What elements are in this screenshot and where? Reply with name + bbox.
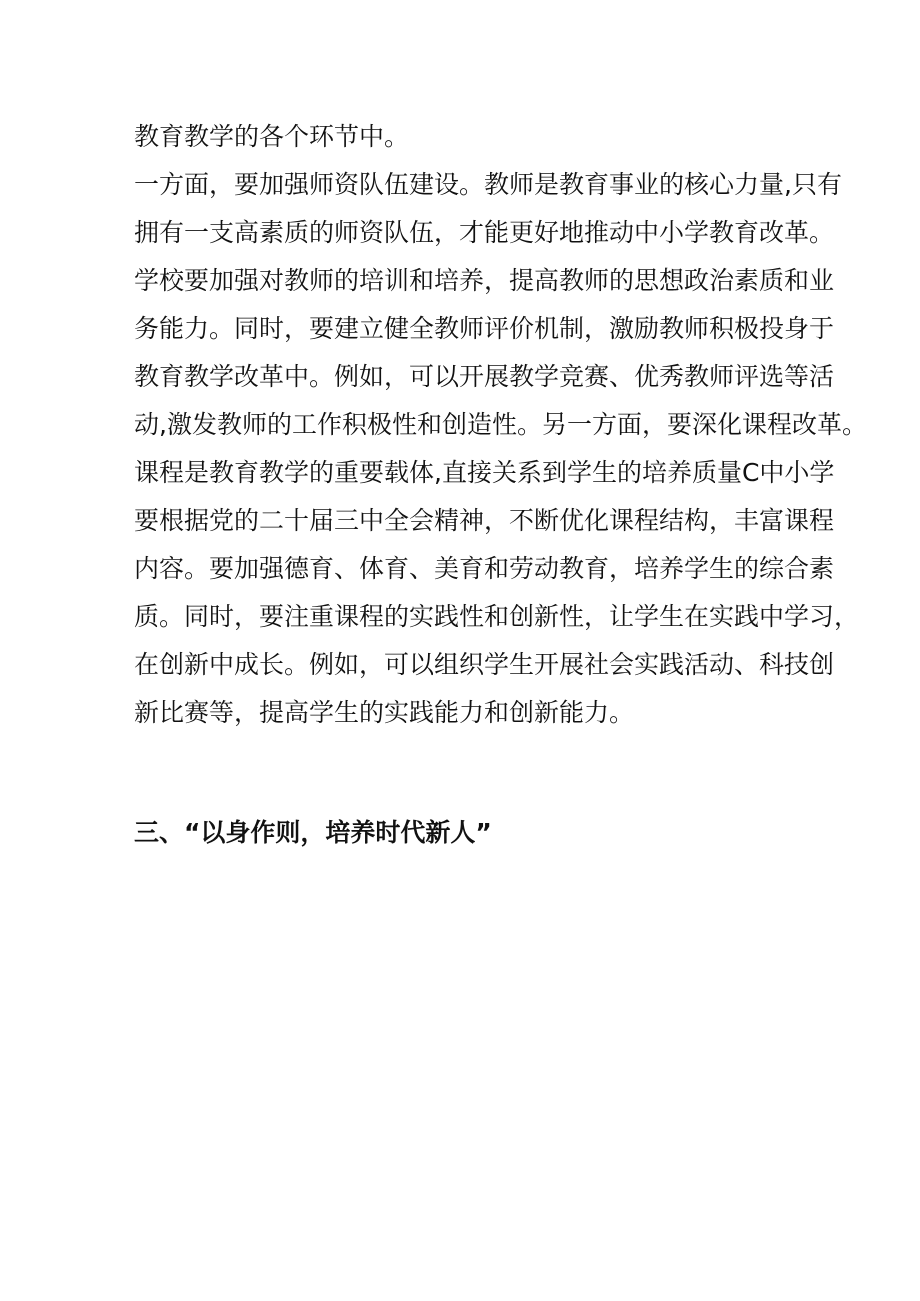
text-line: 教育教学的各个环节中。 (134, 122, 410, 151)
text-line: 在创新中成长。例如，可以组织学生开展社会实践活动、科技创 (134, 650, 835, 679)
section-heading: 三、“以身作则，培养时代新人” (134, 818, 492, 847)
text-line: 务能力。同时，要建立健全教师评价机制，激励教师积极投身于 (134, 314, 835, 343)
text-line: 要根据党的二十届三中全会精神，不断优化课程结构，丰富课程 (134, 506, 835, 535)
text-line: 新比赛等，提高学生的实践能力和创新能力。 (134, 698, 635, 727)
text-line: 学校要加强对教师的培训和培养，提高教师的思想政治素质和业 (134, 266, 835, 295)
text-line: 质。同时，要注重课程的实践性和创新性，让学生在实践中学习， (134, 602, 860, 631)
text-line: 内容。要加强德育、体育、美育和劳动教育，培养学生的综合素 (134, 554, 835, 583)
text-line: 拥有一支高素质的师资队伍，才能更好地推动中小学教育改革。 (134, 218, 835, 247)
text-line: 课程是教育教学的重要载体,直接关系到学生的培养质量C中小学 (134, 458, 835, 487)
text-line: 一方面，要加强师资队伍建设。教师是教育事业的核心力量,只有 (134, 170, 842, 199)
text-line: 动,激发教师的工作积极性和创造性。另一方面，要深化课程改革。 (134, 410, 867, 439)
text-line: 教育教学改革中。例如，可以开展教学竞赛、优秀教师评选等活 (134, 362, 835, 391)
